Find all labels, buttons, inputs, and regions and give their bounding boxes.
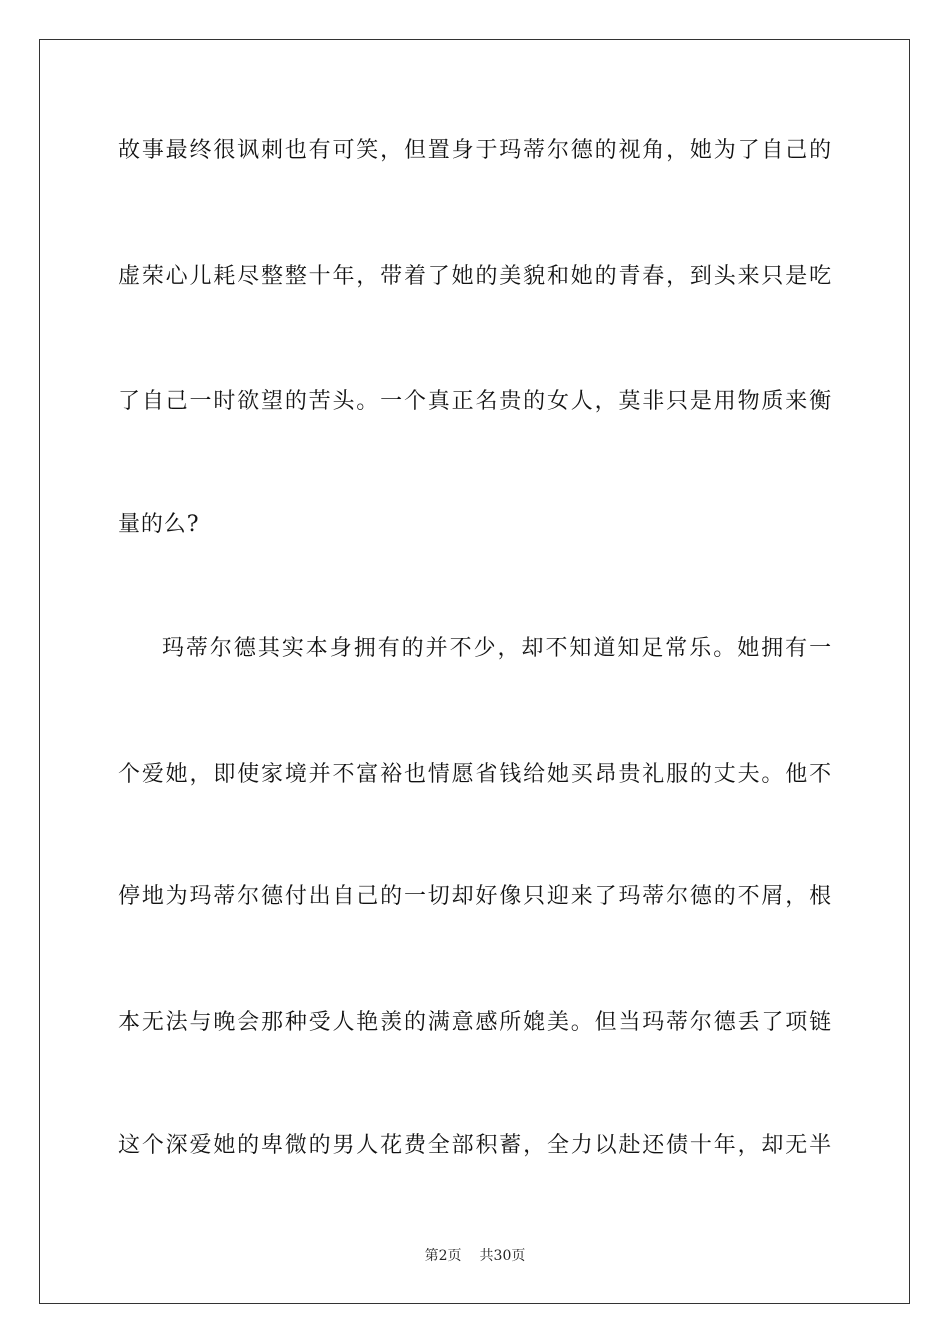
page-footer bbox=[0, 1246, 950, 1266]
paragraph-line: 虚荣心儿耗尽整整十年，带着了她的美貌和她的青春，到头来只是吃 bbox=[118, 264, 832, 289]
paragraph-line: 这个深爱她的卑微的男人花费全部积蓄，全力以赴还债十年，却无半 bbox=[118, 1133, 832, 1158]
paragraph-line: 了自己一时欲望的苦头。一个真正名贵的女人，莫非只是用物质来衡 bbox=[118, 389, 832, 414]
paragraph-line: 量的么? bbox=[118, 512, 200, 537]
paragraph-line: 停地为玛蒂尔德付出自己的一切却好像只迎来了玛蒂尔德的不屑，根 bbox=[118, 884, 832, 909]
paragraph-line: 故事最终很讽刺也有可笑，但置身于玛蒂尔德的视角，她为了自己的 bbox=[118, 138, 832, 163]
page-total: 共30页 bbox=[479, 1248, 526, 1264]
paragraph-line: 个爱她，即使家境并不富裕也情愿省钱给她买昂贵礼服的丈夫。他不 bbox=[118, 762, 832, 787]
page-number: 第2页 bbox=[424, 1248, 462, 1264]
paragraph-line: 本无法与晚会那种受人艳羡的满意感所媲美。但当玛蒂尔德丢了项链 bbox=[118, 1010, 832, 1035]
page-border bbox=[39, 39, 910, 1304]
paragraph-line: 玛蒂尔德其实本身拥有的并不少，却不知道知足常乐。她拥有一 bbox=[162, 636, 832, 661]
